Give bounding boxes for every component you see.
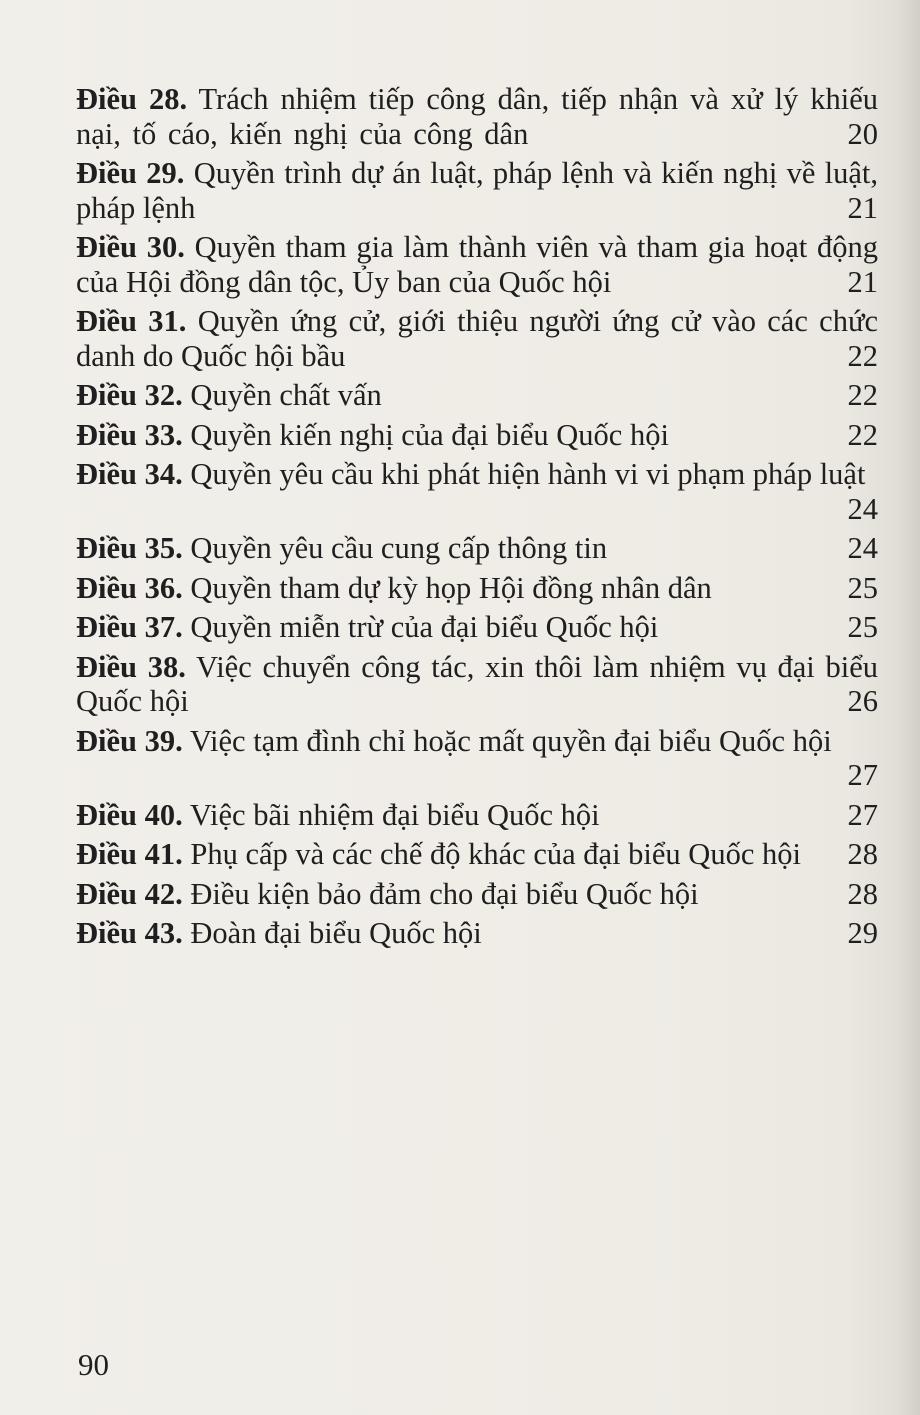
toc-entry-42 (76, 877, 878, 912)
article-title: Quyền kiến nghị của đại biểu Quốc hội (190, 417, 669, 452)
article-title: Việc bãi nhiệm đại biểu Quốc hội (189, 797, 600, 832)
article-number: Điều 34. (76, 457, 183, 491)
article-title: Quyền yêu cầu khi phát hiện hành vi vi phạm pháp luật (190, 457, 866, 491)
article-title: Phụ cấp và các chế độ khác của đại biểu Quốc hội (190, 837, 801, 871)
page-ref: 21 (847, 190, 878, 225)
toc-entry-30 (76, 230, 878, 299)
article-number: Điều 28. (76, 82, 188, 116)
article-title: Điều kiện bảo đảm cho đại biểu Quốc hội (190, 876, 699, 911)
page-ref: 27 (847, 758, 878, 792)
page-ref: 25 (847, 610, 878, 644)
page-ref: 24 (847, 491, 878, 526)
page-ref: 29 (847, 916, 878, 950)
toc-entry-28 (76, 82, 878, 151)
page-ref: 24 (847, 531, 878, 565)
article-title: Quyền yêu cầu cung cấp thông tin (190, 531, 608, 565)
page-ref: 21 (847, 264, 878, 299)
toc-entry-33 (76, 418, 878, 453)
page-ref: 22 (847, 417, 878, 452)
article-number: Điều 39. (76, 723, 183, 758)
article-number: Điều 37. (76, 610, 183, 644)
page-ref: 25 (847, 570, 878, 605)
table-of-contents (76, 82, 878, 956)
article-number: Điều 36. (76, 570, 183, 605)
article-number: Điều 32. (76, 378, 183, 412)
article-title: Quyền miễn trừ của đại biểu Quốc hội (190, 610, 659, 644)
toc-entry-34 (76, 457, 878, 526)
toc-entry-31 (76, 304, 878, 373)
page-ref: 26 (847, 684, 878, 718)
article-number: Điều 38. (76, 649, 186, 684)
article-title: Quyền ứng cử, giới thiệu người ứng cử vào các chức danh do Quốc hội bầu (76, 304, 879, 373)
toc-entry-37 (76, 610, 878, 645)
page-ref: 20 (847, 116, 878, 151)
toc-entry-29 (76, 156, 878, 225)
toc-entry-35 (76, 531, 878, 566)
page-ref: 28 (847, 876, 878, 911)
article-number: Điều 30. (76, 230, 185, 264)
page-ref: 27 (847, 797, 878, 832)
toc-entry-39 (76, 724, 878, 793)
toc-entry-36 (76, 571, 878, 606)
page-ref: 28 (847, 837, 878, 871)
article-number: Điều 31. (76, 304, 187, 338)
article-number: Điều 43. (76, 916, 183, 950)
toc-entry-43 (76, 916, 878, 951)
article-title: Trách nhiệm tiếp công dân, tiếp nhận và xử lý khiếu nại, tố cáo, kiến nghị của công dân (76, 82, 878, 151)
article-number: Điều 40. (76, 797, 183, 832)
page-number: 90 (78, 1347, 109, 1382)
article-title: Quyền trình dự án luật, pháp lệnh và kiến nghị về luật, pháp lệnh (76, 156, 879, 225)
article-title: Đoàn đại biểu Quốc hội (190, 916, 482, 950)
article-title: Việc tạm đình chỉ hoặc mất quyền đại biểu Quốc hội (189, 723, 832, 758)
article-number: Điều 35. (76, 531, 183, 565)
toc-entry-38 (76, 650, 878, 719)
toc-entry-40 (76, 798, 878, 833)
article-title: Việc chuyển công tác, xin thôi làm nhiệm vụ đại biểu Quốc hội (76, 649, 879, 718)
toc-entry-32 (76, 378, 878, 413)
article-number: Điều 29. (76, 156, 185, 190)
page-ref: 22 (847, 338, 878, 373)
article-title: Quyền tham gia làm thành viên và tham gia hoạt động của Hội đồng dân tộc, Ủy ban của Quốc hội (76, 230, 878, 299)
article-title: Quyền tham dự kỳ họp Hội đồng nhân dân (190, 570, 712, 605)
article-title: Quyền chất vấn (190, 378, 382, 412)
toc-entry-41 (76, 837, 878, 872)
article-number: Điều 41. (76, 837, 183, 871)
article-number: Điều 42. (76, 876, 183, 911)
article-number: Điều 33. (76, 417, 183, 452)
page-ref: 22 (847, 378, 878, 412)
